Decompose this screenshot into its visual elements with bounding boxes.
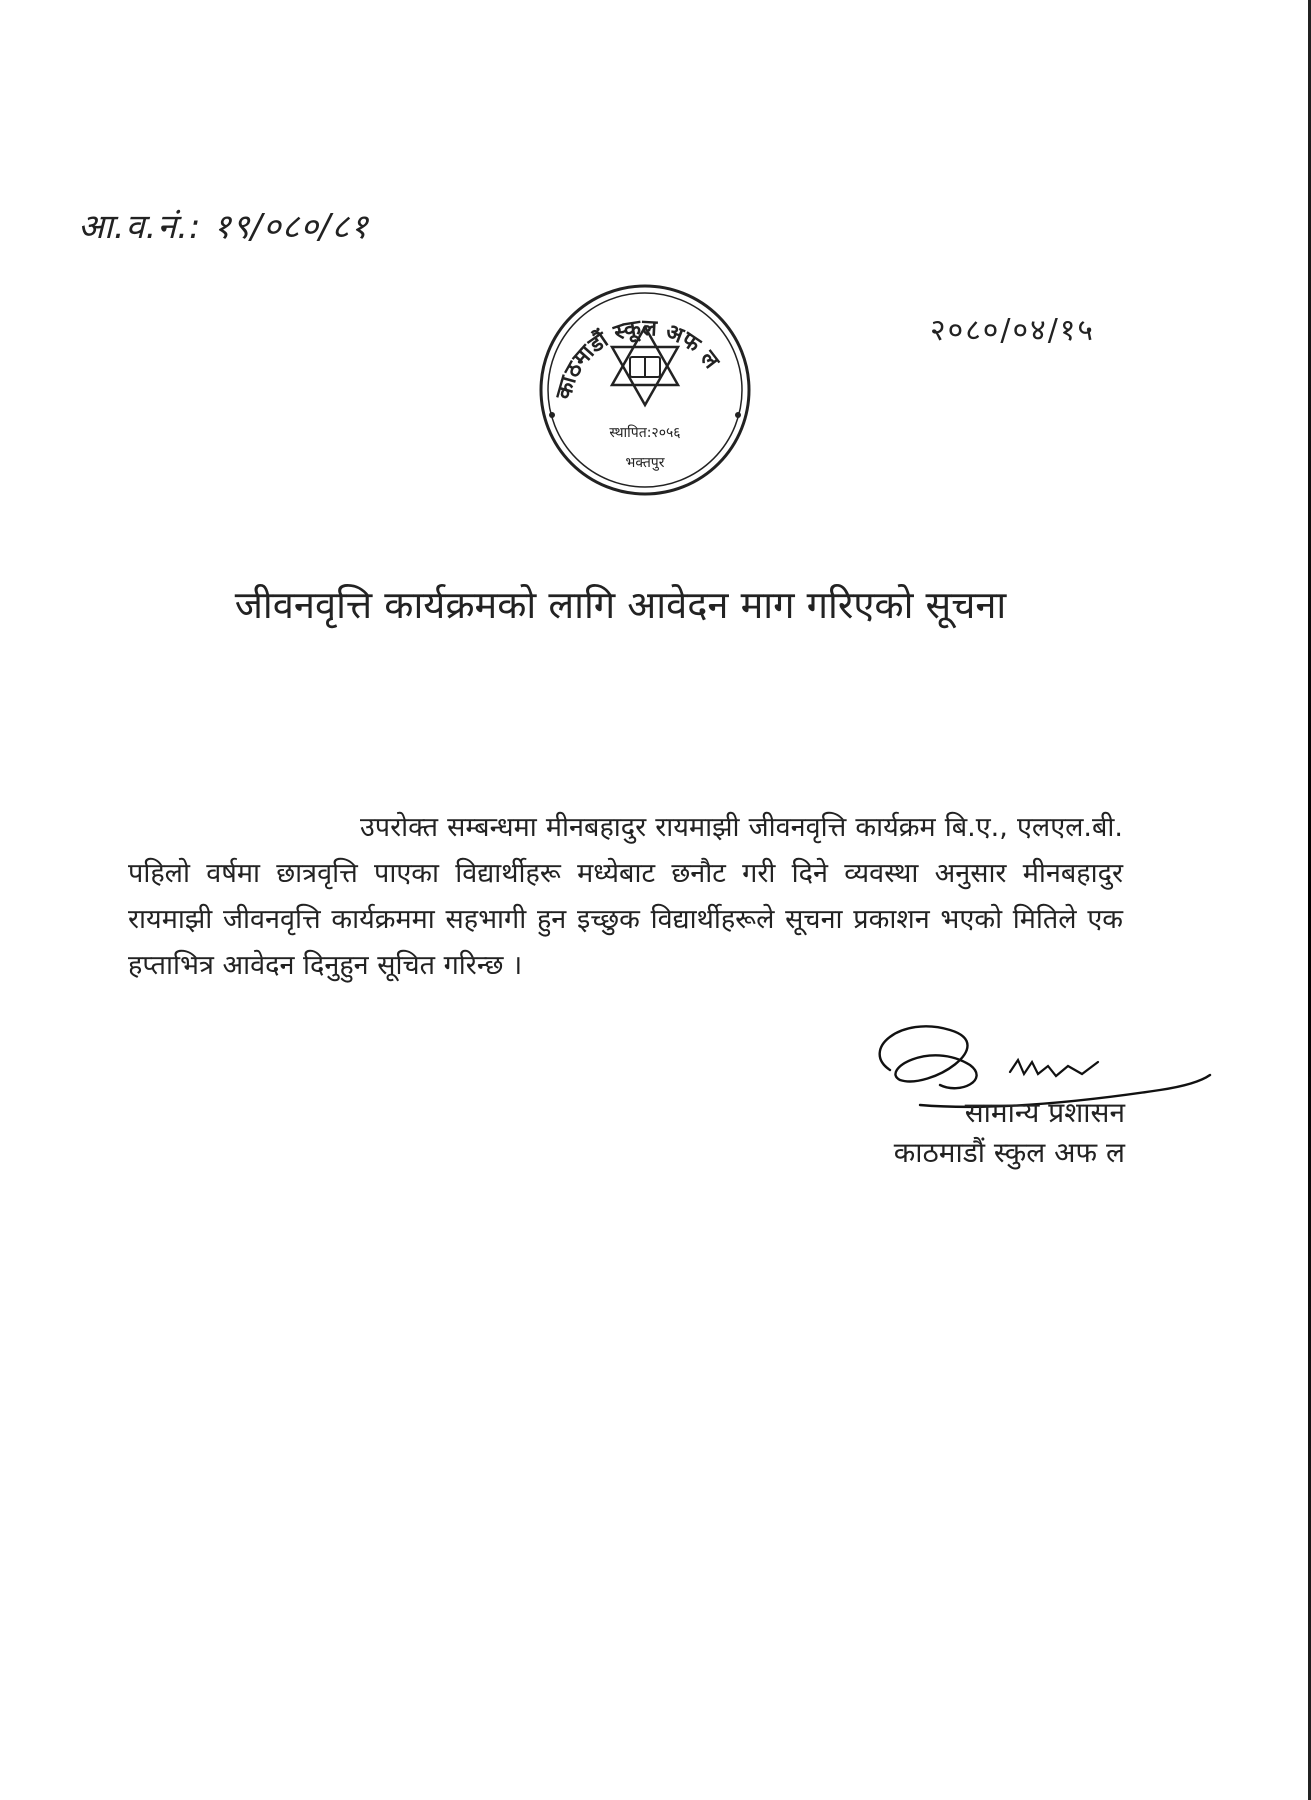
seal-ring-text: काठमाडौं स्कूल अफ ल bbox=[551, 315, 724, 403]
institution-seal bbox=[530, 275, 760, 505]
seal-dot-left bbox=[549, 412, 555, 418]
signatory-title: सामान्य प्रशासन bbox=[964, 1096, 1125, 1129]
seal-place: भक्तपुर bbox=[625, 455, 665, 471]
seal-dot-right bbox=[735, 412, 741, 418]
signatory-organization: काठमाडौं स्कुल अफ ल bbox=[893, 1136, 1125, 1169]
reference-number: आ.व.नं.: १९/०८०/८१ bbox=[78, 207, 369, 247]
letter-date: २०८०/०४/१५ bbox=[930, 313, 1096, 348]
notice-body: उपरोक्त सम्बन्धमा मीनबहादुर रायमाझी जीवनवृत्ति कार्यक्रम बि.ए., एलएल.बी. पहिलो वर्षमा छात्रवृत्ति पाएका विद्यार्थीहरू मध्येबाट छनौट गरी दिने व्यवस्था अनुसार मीनबहादुर रायमाझी जीवनवृत्ति कार्यक्रममा सहभागी हुन इच्छुक विद्यार्थीहरूले सूचना प्रकाशन भएको मितिले एक हप्ताभित्र आवेदन दिनुहुन सूचित गरिन्छ । bbox=[128, 812, 1123, 981]
notice-title: जीवनवृत्ति कार्यक्रमको लागि आवेदन माग गरिएको सूचना bbox=[234, 583, 1007, 627]
seal-established: स्थापित:२०५६ bbox=[609, 425, 681, 441]
